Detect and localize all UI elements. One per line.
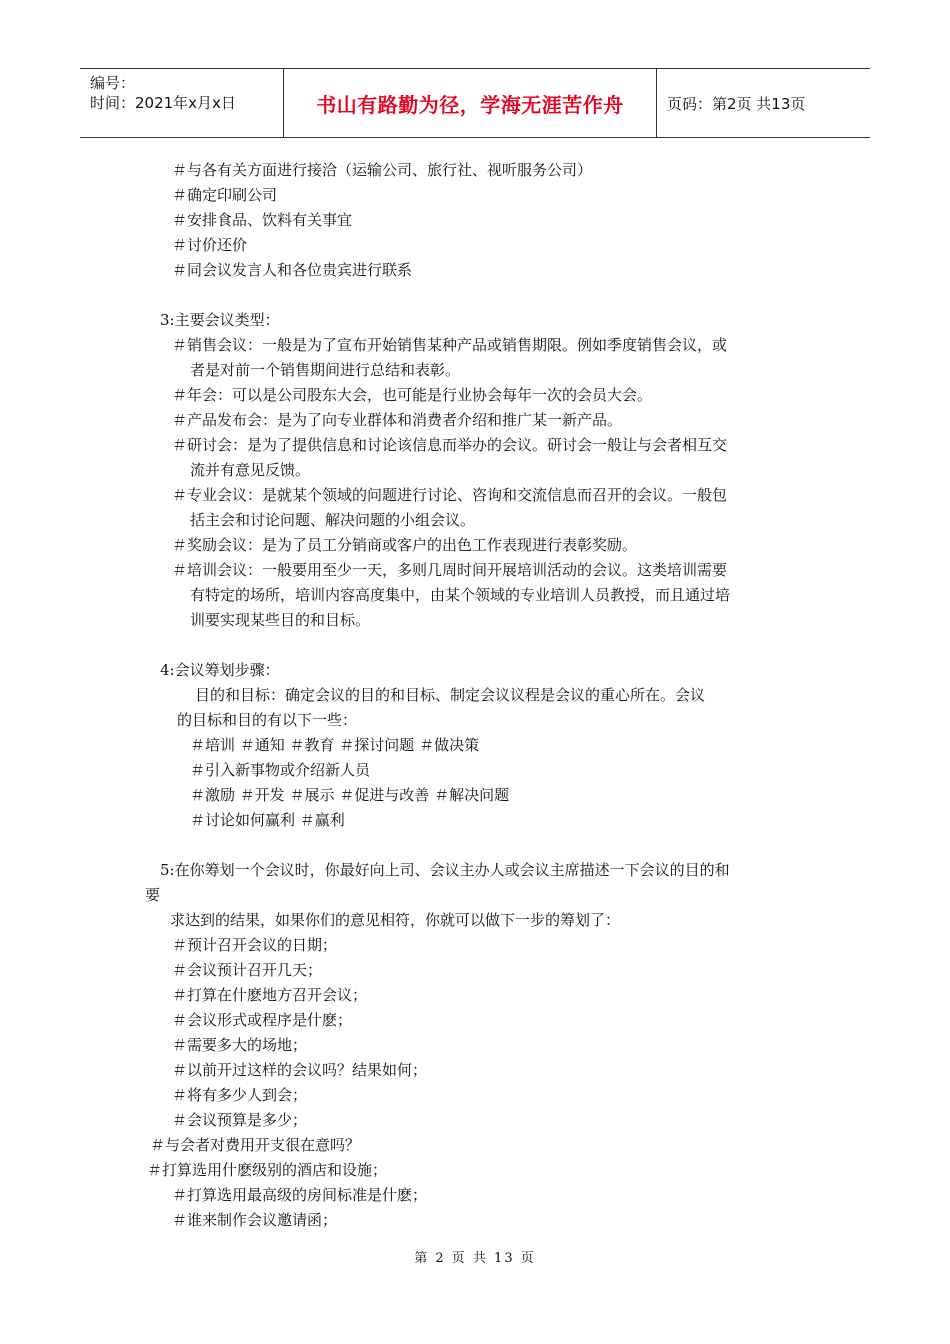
text-line: 有特定的场所，培训内容高度集中，由某个领域的专业培训人员教授，而且通过培 — [190, 586, 731, 604]
text-line: 目的和目标：确定会议的目的和目标、制定会议议程是会议的重心所在。会议 — [195, 686, 706, 704]
header-meta — [80, 69, 284, 137]
text-line: ＃预计召开会议的日期； — [172, 936, 338, 954]
page-footer: 第 2 页 共 13 页 — [414, 1251, 536, 1266]
text-line: 的目标和目的有以下一些： — [177, 711, 358, 729]
header-page-info: 页码：第2页 共13页 — [667, 94, 806, 113]
text-line: ＃打算在什麽地方召开会议； — [172, 986, 368, 1004]
text-line: ＃专业会议：是就某个领域的问题进行讨论、咨询和交流信息而召开的会议。一般包 — [172, 486, 728, 504]
text-line: ＃产品发布会：是为了向专业群体和消费者介绍和推广某一新产品。 — [172, 411, 623, 429]
text-line: ＃培训 ＃通知 ＃教育 ＃探讨问题 ＃做决策 — [190, 736, 480, 754]
text-line: ＃培训会议：一般要用至少一天，多则几周时间开展培训活动的会议。这类培训需要 — [172, 561, 728, 579]
text-line: ＃与会者对费用开支很在意吗？ — [150, 1136, 361, 1154]
text-line: ＃同会议发言人和各位贵宾进行联系 — [172, 261, 413, 279]
text-line: 4:会议筹划步骤： — [160, 661, 280, 679]
text-line: 要 — [145, 886, 161, 904]
document-number-label: 编号： — [90, 74, 136, 92]
text-line: ＃讨价还价 — [172, 236, 248, 254]
text-line: ＃需要多大的场地； — [172, 1036, 308, 1054]
text-line: ＃年会：可以是公司股东大会，也可能是行业协会每年一次的会员大会。 — [172, 386, 653, 404]
text-line: 者是对前一个销售期间进行总结和表彰。 — [190, 361, 461, 379]
text-line: ＃打算选用什麽级别的酒店和设施； — [147, 1161, 388, 1179]
text-line: ＃研讨会：是为了提供信息和讨论该信息而举办的会议。研讨会一般让与会者相互交 — [172, 436, 728, 454]
document-time-label: 时间：2021年x月x日 — [90, 94, 236, 112]
text-line: 括主会和讨论问题、解决问题的小组会议。 — [190, 511, 476, 529]
text-line: ＃与各有关方面进行接洽（运输公司、旅行社、视听服务公司） — [172, 161, 593, 179]
text-line: ＃会议预算是多少； — [172, 1111, 308, 1129]
header-motto: 书山有路勤为径，学海无涯苦作舟 — [284, 69, 657, 137]
text-line: 求达到的结果，如果你们的意见相符，你就可以做下一步的筹划了： — [170, 911, 621, 929]
text-line: ＃将有多少人到会； — [172, 1086, 308, 1104]
text-line: ＃谁来制作会议邀请函； — [172, 1211, 338, 1229]
text-line: ＃安排食品、饮料有关事宜 — [172, 211, 353, 229]
text-line: ＃销售会议：一般是为了宣布开始销售某种产品或销售期限。例如季度销售会议，或 — [172, 336, 728, 354]
text-line: ＃确定印刷公司 — [172, 186, 278, 204]
text-line: ＃打算选用最高级的房间标准是什麽； — [172, 1186, 428, 1204]
text-line: 5:在你筹划一个会议时，你最好向上司、会议主办人或会议主席描述一下会议的目的和 — [160, 861, 730, 879]
text-line: 训要实现某些目的和目标。 — [190, 611, 371, 629]
text-line: ＃引入新事物或介绍新人员 — [190, 761, 371, 779]
text-line: ＃会议预计召开几天； — [172, 961, 323, 979]
page-header — [80, 68, 870, 138]
text-line: ＃讨论如何赢利 ＃赢利 — [190, 811, 345, 829]
text-line: ＃激励 ＃开发 ＃展示 ＃促进与改善 ＃解决问题 — [190, 786, 510, 804]
text-line: ＃奖励会议：是为了员工分销商或客户的出色工作表现进行表彰奖励。 — [172, 536, 638, 554]
text-line: 流并有意见反馈。 — [190, 461, 311, 479]
text-line: 3:主要会议类型： — [160, 311, 280, 329]
text-line: ＃会议形式或程序是什麽； — [172, 1011, 353, 1029]
text-line: ＃以前开过这样的会议吗？结果如何； — [172, 1061, 428, 1079]
